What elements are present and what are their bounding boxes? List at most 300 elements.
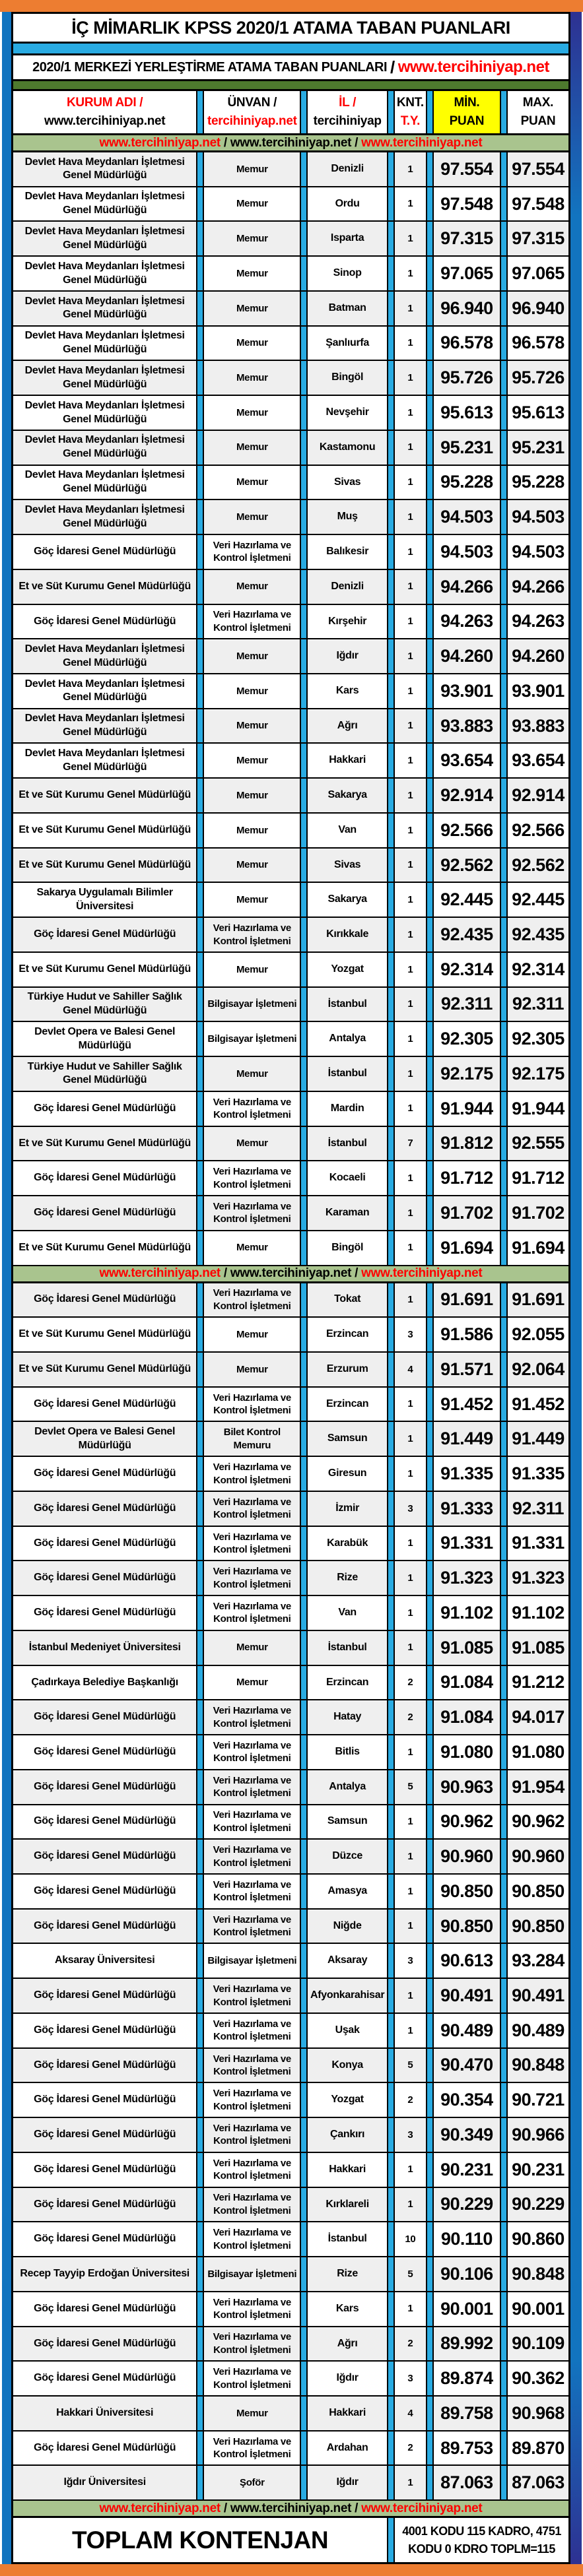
unvan-cell: Memur — [204, 466, 300, 499]
column-gap — [426, 2049, 434, 2082]
il-cell: Aksaray — [308, 1944, 387, 1978]
max-puan-cell: 92.555 — [508, 1127, 568, 1161]
max-puan-cell: 94.260 — [508, 639, 568, 673]
table-row — [13, 814, 568, 849]
kurum-cell: Göç İdaresi Genel Müdürlüğü — [13, 1527, 196, 1561]
column-gap — [387, 1022, 395, 1056]
column-gap — [300, 431, 308, 465]
column-gap — [387, 2049, 395, 2082]
il-cell: Ağrı — [308, 709, 387, 743]
table-row — [13, 2083, 568, 2118]
max-puan-cell: 95.726 — [508, 361, 568, 395]
separator-site-3: www.tercihiniyap.net — [361, 135, 483, 150]
column-header-min-puan — [434, 91, 500, 133]
knt-cell: 1 — [395, 1735, 426, 1769]
column-gap — [500, 1875, 508, 1908]
column-gap — [500, 466, 508, 499]
knt-cell: 1 — [395, 570, 426, 604]
column-gap — [196, 883, 204, 917]
column-gap — [196, 2083, 204, 2117]
knt-cell: 1 — [395, 639, 426, 673]
column-gap — [500, 1735, 508, 1769]
min-puan-cell: 90.229 — [434, 2188, 500, 2222]
column-gap — [426, 1353, 434, 1386]
column-gap — [500, 2083, 508, 2117]
column-gap — [196, 2362, 204, 2395]
kurum-cell: Devlet Hava Meydanları İşletmesi Genel Müdürlüğü — [13, 674, 196, 708]
column-gap — [426, 1944, 434, 1978]
unvan-cell: Veri Hazırlama ve Kontrol İşletmeni — [204, 2049, 300, 2082]
min-puan-cell: 91.449 — [434, 1422, 500, 1456]
column-gap — [500, 1527, 508, 1561]
column-gap — [500, 1388, 508, 1421]
kurum-cell: Devlet Opera ve Balesi Genel Müdürlüğü — [13, 1022, 196, 1056]
max-puan-cell: 90.721 — [508, 2083, 568, 2117]
knt-cell: 1 — [395, 605, 426, 639]
column-gap — [196, 1770, 204, 1804]
column-gap — [196, 1353, 204, 1386]
table-row — [13, 1805, 568, 1840]
knt-cell: 1 — [395, 918, 426, 951]
knt-cell: 1 — [395, 988, 426, 1021]
column-gap — [387, 2431, 395, 2465]
unvan-cell: Memur — [204, 1127, 300, 1161]
column-gap — [426, 361, 434, 395]
kurum-cell: Göç İdaresi Genel Müdürlüğü — [13, 1700, 196, 1734]
table-row — [13, 988, 568, 1023]
top-orange-bar — [0, 0, 583, 12]
unvan-cell: Memur — [204, 222, 300, 255]
kurum-cell: Aksaray Üniversitesi — [13, 1944, 196, 1978]
column-gap — [387, 1422, 395, 1456]
min-puan-cell: 94.260 — [434, 639, 500, 673]
column-gap — [300, 2431, 308, 2465]
knt-cell: 1 — [395, 1057, 426, 1091]
column-gap — [426, 222, 434, 255]
separator-site-2: www.tercihiniyap.net — [230, 1266, 352, 1280]
il-cell: Bingöl — [308, 361, 387, 395]
min-puan-cell: 91.586 — [434, 1318, 500, 1351]
kurum-cell: Göç İdaresi Genel Müdürlüğü — [13, 1161, 196, 1195]
column-gap — [387, 2222, 395, 2256]
column-gap — [300, 2014, 308, 2047]
knt-cell: 1 — [395, 1561, 426, 1595]
column-gap — [500, 2257, 508, 2291]
kurum-cell: Devlet Hava Meydanları İşletmesi Genel Müdürlüğü — [13, 361, 196, 395]
unvan-cell: Veri Hazırlama ve Kontrol İşletmeni — [204, 2327, 300, 2361]
knt-cell: 5 — [395, 1770, 426, 1804]
column-gap — [196, 1875, 204, 1908]
column-gap — [387, 1388, 395, 1421]
column-gap — [500, 361, 508, 395]
min-puan-cell: 90.850 — [434, 1875, 500, 1908]
il-cell: Samsun — [308, 1805, 387, 1839]
column-gap — [500, 2327, 508, 2361]
min-puan-cell: 90.349 — [434, 2118, 500, 2152]
table-row — [13, 2466, 568, 2501]
knt-cell: 1 — [395, 953, 426, 986]
min-puan-cell: 89.758 — [434, 2397, 500, 2430]
table-row — [13, 1770, 568, 1805]
column-gap — [300, 918, 308, 951]
il-cell: Yozgat — [308, 953, 387, 986]
column-gap — [300, 1875, 308, 1908]
unvan-cell: Veri Hazırlama ve Kontrol İşletmeni — [204, 2222, 300, 2256]
kurum-cell: Göç İdaresi Genel Müdürlüğü — [13, 1492, 196, 1526]
max-puan-cell: 90.966 — [508, 2118, 568, 2152]
column-header-kurum — [13, 91, 196, 133]
column-gap — [387, 152, 395, 186]
separator-site-1: www.tercihiniyap.net — [99, 135, 221, 150]
column-gap — [196, 1492, 204, 1526]
column-gap — [500, 431, 508, 465]
min-puan-cell: 90.962 — [434, 1805, 500, 1839]
column-gap — [300, 2153, 308, 2187]
column-gap — [387, 466, 395, 499]
il-cell: Erzincan — [308, 1388, 387, 1421]
column-gap — [426, 1631, 434, 1665]
table-row — [13, 1422, 568, 1457]
il-cell: Rize — [308, 1561, 387, 1595]
min-puan-cell: 90.470 — [434, 2049, 500, 2082]
column-gap — [300, 2327, 308, 2361]
unvan-cell: Memur — [204, 1666, 300, 1700]
column-header-il — [308, 91, 387, 133]
column-gap — [387, 674, 395, 708]
min-puan-cell: 90.963 — [434, 1770, 500, 1804]
column-gap — [300, 988, 308, 1021]
unvan-cell: Memur — [204, 674, 300, 708]
column-gap — [196, 2049, 204, 2082]
kurum-cell: Göç İdaresi Genel Müdürlüğü — [13, 2049, 196, 2082]
column-header-max-puan — [508, 91, 568, 133]
max-puan-cell: 90.850 — [508, 1910, 568, 1943]
bottom-orange-bar — [0, 2564, 583, 2576]
table-row — [13, 709, 568, 744]
il-header-line1: İL / — [339, 96, 357, 110]
table-row — [13, 1700, 568, 1735]
column-gap — [300, 1910, 308, 1943]
column-gap — [196, 431, 204, 465]
column-gap — [300, 1735, 308, 1769]
column-gap — [426, 1457, 434, 1491]
column-gap — [387, 91, 395, 133]
column-gap — [300, 2049, 308, 2082]
column-gap — [387, 2014, 395, 2047]
kurum-cell: Devlet Hava Meydanları İşletmesi Genel Müdürlüğü — [13, 257, 196, 290]
table-row — [13, 1092, 568, 1127]
knt-cell: 2 — [395, 2431, 426, 2465]
column-gap — [500, 953, 508, 986]
table-row — [13, 1161, 568, 1196]
column-gap — [500, 1910, 508, 1943]
column-gap — [387, 1875, 395, 1908]
unvan-cell: Memur — [204, 327, 300, 360]
column-gap — [500, 674, 508, 708]
knt-cell: 1 — [395, 1840, 426, 1873]
column-gap — [500, 1161, 508, 1195]
column-gap — [387, 1353, 395, 1386]
min-puan-cell: 90.106 — [434, 2257, 500, 2291]
knt-cell: 1 — [395, 2188, 426, 2222]
column-gap — [426, 2188, 434, 2222]
table-row — [13, 1840, 568, 1875]
column-gap — [387, 2292, 395, 2326]
column-gap — [500, 2397, 508, 2430]
column-gap — [426, 709, 434, 743]
table-row — [13, 674, 568, 709]
kurum-cell: Göç İdaresi Genel Müdürlüğü — [13, 2292, 196, 2326]
column-gap — [426, 1422, 434, 1456]
unvan-cell: Memur — [204, 257, 300, 290]
table-row — [13, 2397, 568, 2431]
unvan-cell: Veri Hazırlama ve Kontrol İşletmeni — [204, 1910, 300, 1943]
column-gap — [426, 1979, 434, 2012]
frame — [0, 12, 583, 2564]
il-cell: İstanbul — [308, 2222, 387, 2256]
max-puan-cell: 94.266 — [508, 570, 568, 604]
knt-cell: 1 — [395, 431, 426, 465]
table-row — [13, 1022, 568, 1057]
column-gap — [196, 605, 204, 639]
column-gap — [196, 1596, 204, 1630]
il-cell: İstanbul — [308, 1057, 387, 1091]
unvan-cell: Memur — [204, 1318, 300, 1351]
column-header-row — [13, 91, 568, 135]
footer-summary-line1: 4001 KODU 115 KADRO, 4751 — [402, 2524, 561, 2538]
max-header-line1: MAX. — [522, 96, 554, 110]
column-gap — [387, 1596, 395, 1630]
column-gap — [300, 152, 308, 186]
kurum-cell: Göç İdaresi Genel Müdürlüğü — [13, 1910, 196, 1943]
max-puan-cell: 92.175 — [508, 1057, 568, 1091]
il-cell: Niğde — [308, 1910, 387, 1943]
max-puan-cell: 91.335 — [508, 1457, 568, 1491]
knt-cell: 1 — [395, 396, 426, 430]
column-gap — [300, 1022, 308, 1056]
table-row — [13, 2049, 568, 2084]
unvan-cell: Veri Hazırlama ve Kontrol İşletmeni — [204, 2014, 300, 2047]
il-cell: Erzincan — [308, 1666, 387, 1700]
min-puan-cell: 92.566 — [434, 814, 500, 847]
unvan-cell: Memur — [204, 570, 300, 604]
column-gap — [196, 570, 204, 604]
knt-cell: 2 — [395, 1700, 426, 1734]
il-cell: Samsun — [308, 1422, 387, 1456]
il-cell: Van — [308, 814, 387, 847]
knt-cell: 1 — [395, 466, 426, 499]
knt-cell: 2 — [395, 2083, 426, 2117]
min-puan-cell: 91.712 — [434, 1161, 500, 1195]
column-gap — [387, 2362, 395, 2395]
column-gap — [300, 570, 308, 604]
max-puan-cell: 90.848 — [508, 2257, 568, 2291]
kurum-cell: Göç İdaresi Genel Müdürlüğü — [13, 2222, 196, 2256]
column-gap — [300, 2118, 308, 2152]
max-puan-cell: 90.362 — [508, 2362, 568, 2395]
kurum-cell: Et ve Süt Kurumu Genel Müdürlüğü — [13, 849, 196, 882]
column-gap — [426, 1527, 434, 1561]
knt-cell: 1 — [395, 1161, 426, 1195]
unvan-cell: Veri Hazırlama ve Kontrol İşletmeni — [204, 1875, 300, 1908]
max-puan-cell: 94.017 — [508, 1700, 568, 1734]
column-header-knt — [395, 91, 426, 133]
knt-cell: 1 — [395, 187, 426, 221]
unvan-cell: Veri Hazırlama ve Kontrol İşletmeni — [204, 605, 300, 639]
min-puan-cell: 87.063 — [434, 2466, 500, 2499]
column-gap — [500, 814, 508, 847]
column-gap — [500, 1127, 508, 1161]
kurum-cell: Göç İdaresi Genel Müdürlüğü — [13, 1457, 196, 1491]
il-cell: Afyonkarahisar — [308, 1979, 387, 2012]
column-gap — [196, 91, 204, 133]
table-row — [13, 222, 568, 257]
column-gap — [426, 1283, 434, 1317]
column-gap — [426, 91, 434, 133]
column-gap — [500, 744, 508, 777]
min-puan-cell: 93.654 — [434, 744, 500, 777]
kurum-cell: Et ve Süt Kurumu Genel Müdürlüğü — [13, 1231, 196, 1265]
column-gap — [426, 187, 434, 221]
il-cell: Erzurum — [308, 1353, 387, 1386]
knt-cell: 1 — [395, 2292, 426, 2326]
kurum-cell: Göç İdaresi Genel Müdürlüğü — [13, 1979, 196, 2012]
column-gap — [387, 1057, 395, 1091]
column-gap — [500, 535, 508, 569]
column-gap — [300, 1057, 308, 1091]
kurum-cell: Devlet Hava Meydanları İşletmesi Genel Müdürlüğü — [13, 152, 196, 186]
il-cell: İzmir — [308, 1492, 387, 1526]
table-row — [13, 257, 568, 292]
column-gap — [300, 1422, 308, 1456]
column-gap — [426, 2153, 434, 2187]
max-puan-cell: 92.562 — [508, 849, 568, 882]
frame-right-border — [570, 12, 582, 2564]
il-cell: Kırşehir — [308, 605, 387, 639]
max-puan-cell: 90.968 — [508, 2397, 568, 2430]
column-gap — [500, 1700, 508, 1734]
column-gap — [300, 257, 308, 290]
min-puan-cell: 92.175 — [434, 1057, 500, 1091]
footer-summary — [395, 2518, 568, 2562]
column-gap — [300, 744, 308, 777]
kurum-cell: Göç İdaresi Genel Müdürlüğü — [13, 1092, 196, 1126]
column-gap — [500, 500, 508, 534]
il-cell: Bitlis — [308, 1735, 387, 1769]
column-gap — [300, 1283, 308, 1317]
knt-cell: 1 — [395, 292, 426, 325]
min-puan-cell: 90.489 — [434, 2014, 500, 2047]
table-row — [13, 2118, 568, 2153]
il-cell: Nevşehir — [308, 396, 387, 430]
kurum-cell: Göç İdaresi Genel Müdürlüğü — [13, 1875, 196, 1908]
column-gap — [196, 1231, 204, 1265]
il-cell: Hakkari — [308, 2397, 387, 2430]
max-puan-cell: 91.331 — [508, 1527, 568, 1561]
column-gap — [426, 1805, 434, 1839]
min-puan-cell: 91.702 — [434, 1196, 500, 1230]
kurum-cell: Göç İdaresi Genel Müdürlüğü — [13, 605, 196, 639]
unvan-cell: Memur — [204, 1057, 300, 1091]
column-gap — [387, 988, 395, 1021]
column-gap — [426, 1492, 434, 1526]
column-gap — [426, 500, 434, 534]
table-row — [13, 1492, 568, 1527]
column-gap — [300, 2188, 308, 2222]
column-gap — [196, 257, 204, 290]
kurum-cell: Devlet Hava Meydanları İşletmesi Genel Müdürlüğü — [13, 187, 196, 221]
unvan-cell: Veri Hazırlama ve Kontrol İşletmeni — [204, 2292, 300, 2326]
kurum-cell: Et ve Süt Kurumu Genel Müdürlüğü — [13, 1127, 196, 1161]
knt-cell: 4 — [395, 1353, 426, 1386]
kurum-cell: Et ve Süt Kurumu Genel Müdürlüğü — [13, 953, 196, 986]
separator-slash: / — [351, 135, 362, 150]
column-gap — [196, 1735, 204, 1769]
max-puan-cell: 97.065 — [508, 257, 568, 290]
column-gap — [387, 1127, 395, 1161]
column-gap — [500, 849, 508, 882]
knt-cell: 1 — [395, 1283, 426, 1317]
column-gap — [196, 1457, 204, 1491]
table-row — [13, 1196, 568, 1231]
knt-cell: 1 — [395, 327, 426, 360]
knt-cell: 3 — [395, 2362, 426, 2395]
table-row — [13, 1561, 568, 1596]
max-puan-cell: 91.323 — [508, 1561, 568, 1595]
min-puan-cell: 92.445 — [434, 883, 500, 917]
column-gap — [300, 779, 308, 812]
min-puan-cell: 95.613 — [434, 396, 500, 430]
column-gap — [387, 1631, 395, 1665]
il-cell: Balıkesir — [308, 535, 387, 569]
unvan-cell: Veri Hazırlama ve Kontrol İşletmeni — [204, 1161, 300, 1195]
il-cell: Iğdır — [308, 2466, 387, 2499]
column-gap — [196, 361, 204, 395]
column-gap — [426, 1231, 434, 1265]
il-cell: Rize — [308, 2257, 387, 2291]
il-cell: Denizli — [308, 570, 387, 604]
kurum-cell: Göç İdaresi Genel Müdürlüğü — [13, 2188, 196, 2222]
il-cell: Karaman — [308, 1196, 387, 1230]
column-gap — [387, 1527, 395, 1561]
knt-header-line2: T.Y. — [400, 114, 421, 128]
max-puan-cell: 90.962 — [508, 1805, 568, 1839]
column-gap — [387, 2153, 395, 2187]
column-gap — [300, 1596, 308, 1630]
separator-site-2: www.tercihiniyap.net — [230, 2501, 352, 2515]
column-gap — [196, 222, 204, 255]
max-puan-cell: 95.228 — [508, 466, 568, 499]
column-gap — [387, 431, 395, 465]
column-gap — [196, 779, 204, 812]
min-puan-cell: 93.883 — [434, 709, 500, 743]
max-puan-cell: 87.063 — [508, 2466, 568, 2499]
kurum-header-line1: KURUM ADI / — [67, 96, 143, 110]
column-gap — [196, 709, 204, 743]
column-gap — [500, 2188, 508, 2222]
kurum-cell: Göç İdaresi Genel Müdürlüğü — [13, 1770, 196, 1804]
il-cell: Antalya — [308, 1022, 387, 1056]
min-puan-cell: 91.084 — [434, 1700, 500, 1734]
max-puan-cell: 92.311 — [508, 1492, 568, 1526]
min-puan-cell: 91.694 — [434, 1231, 500, 1265]
max-puan-cell: 92.055 — [508, 1318, 568, 1351]
column-gap — [300, 709, 308, 743]
min-puan-cell: 90.850 — [434, 1910, 500, 1943]
knt-cell: 3 — [395, 2118, 426, 2152]
separator-slash: / — [351, 1266, 362, 1280]
table-row — [13, 466, 568, 501]
